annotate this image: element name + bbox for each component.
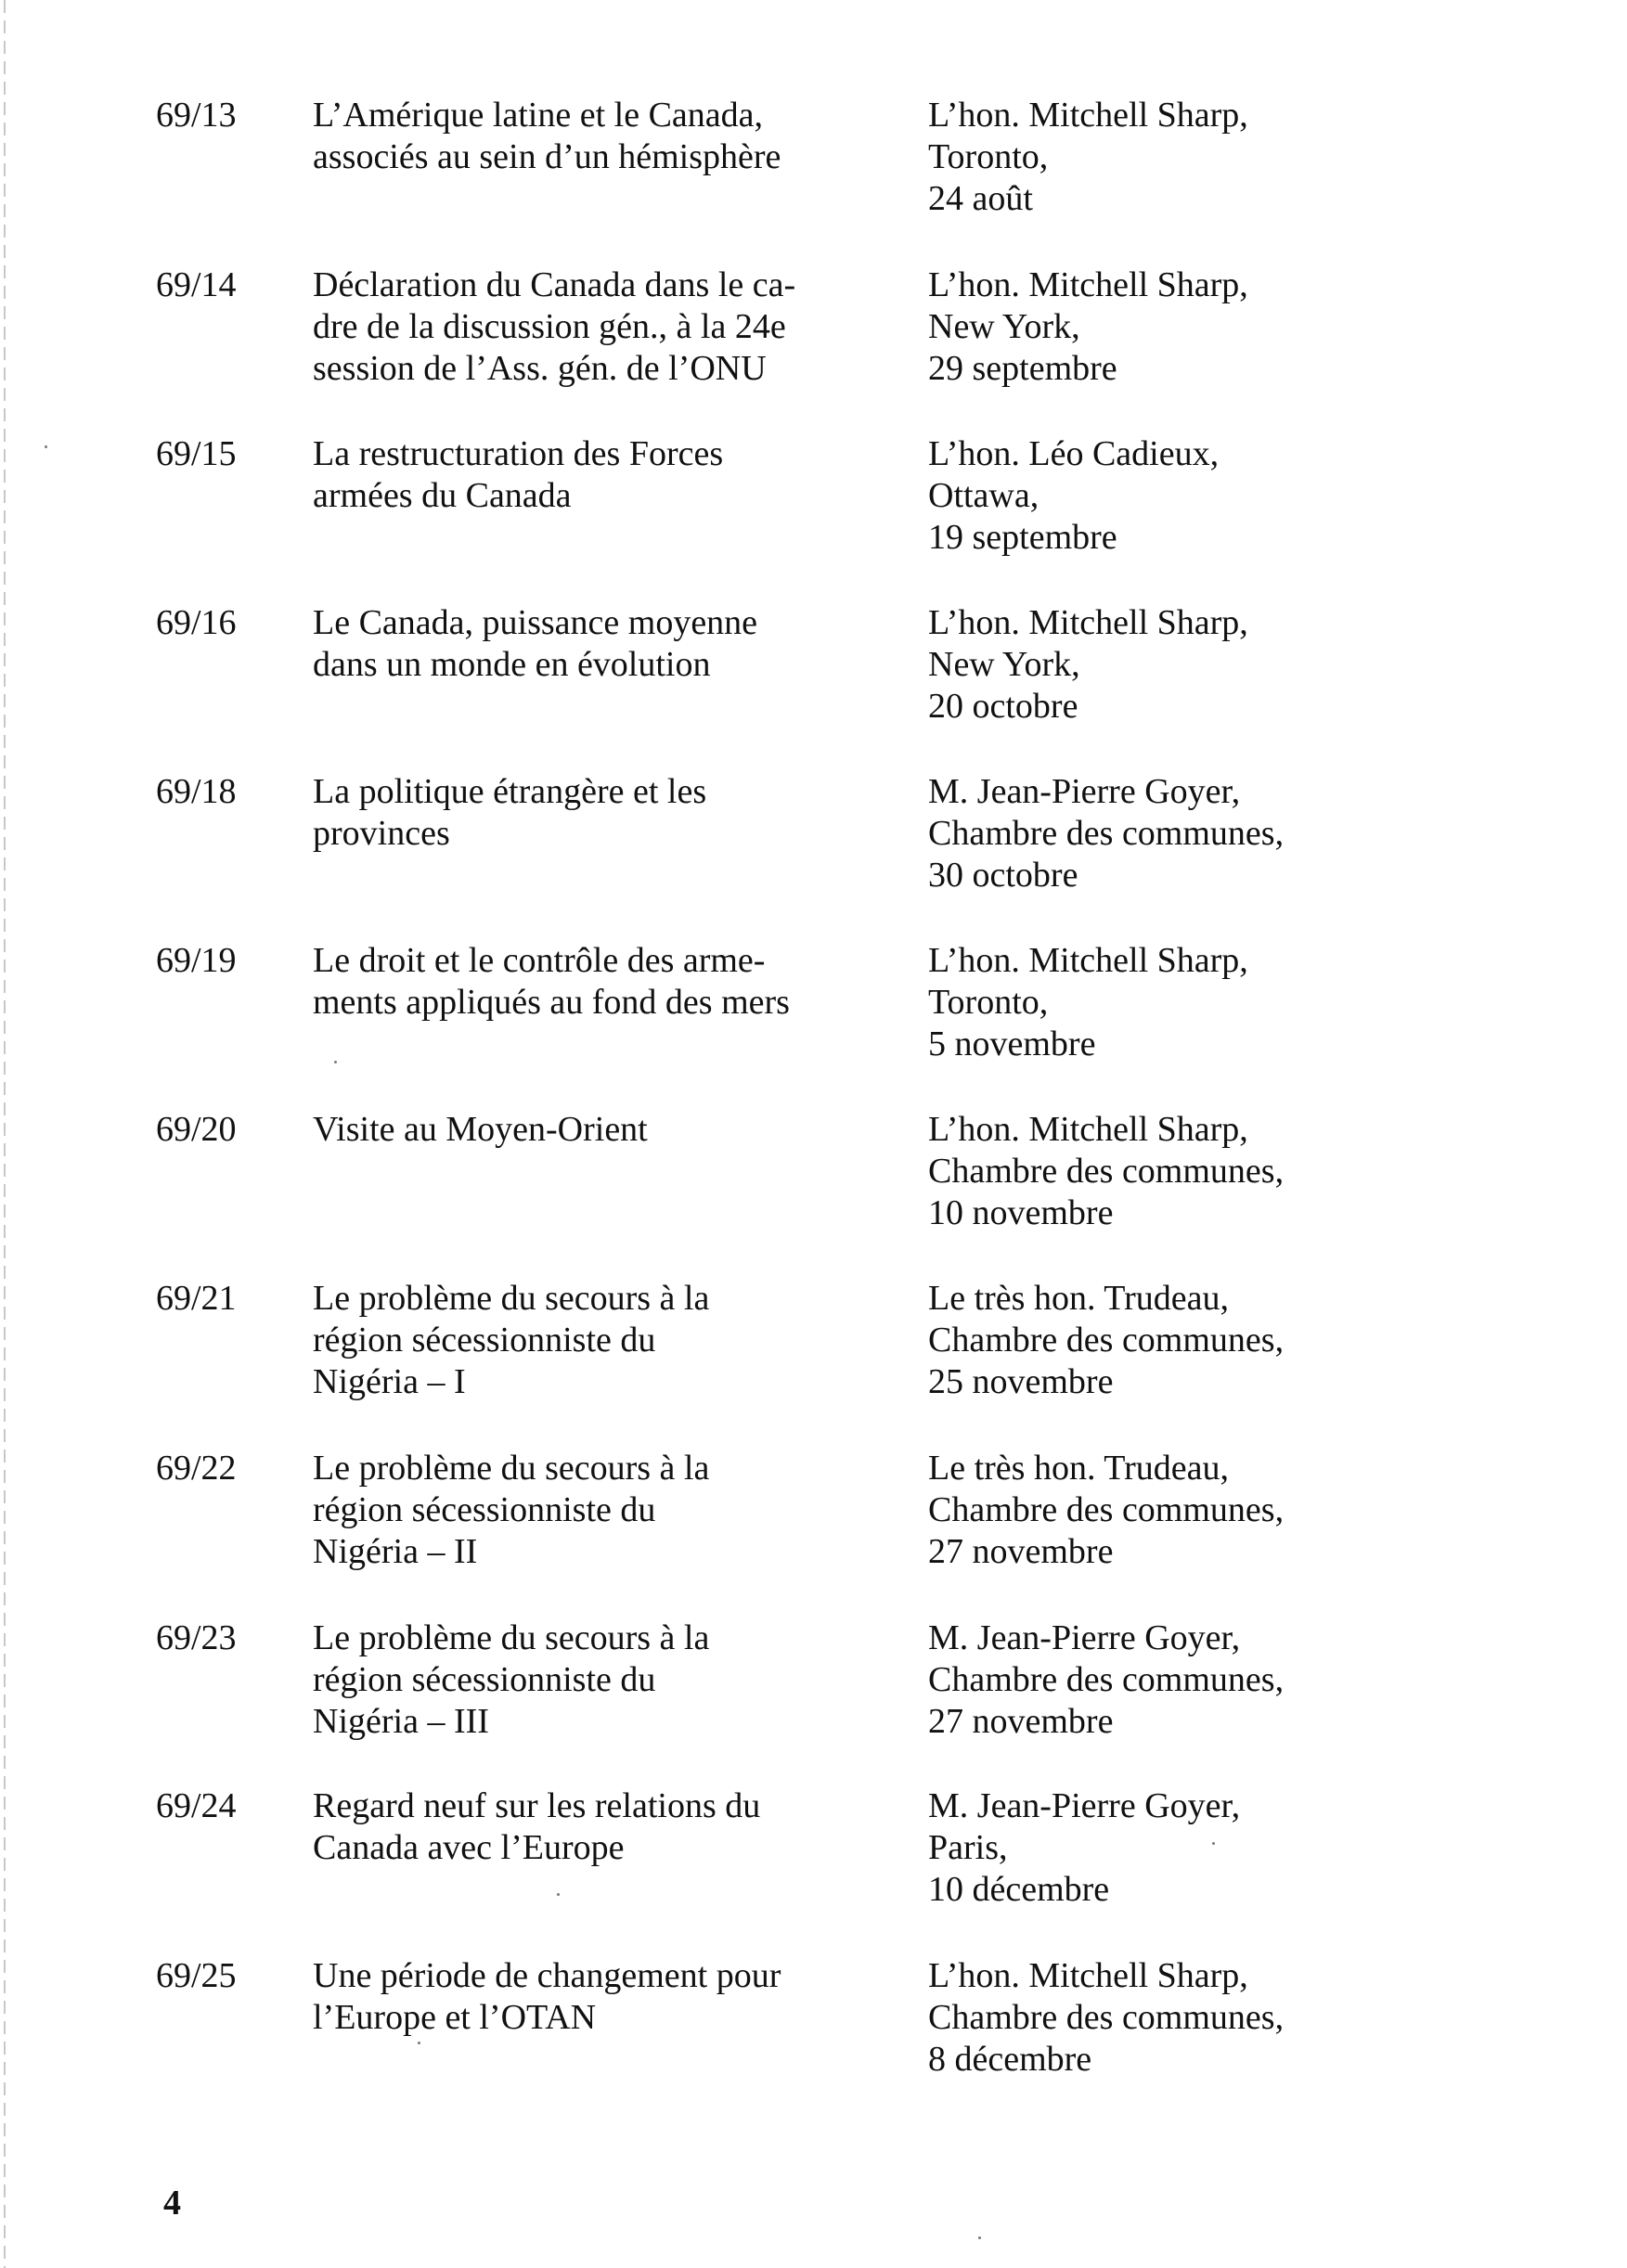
- entry-number: 69/18: [156, 772, 237, 811]
- entry-number: 69/19: [156, 941, 237, 980]
- scan-edge-rule: [4, 0, 6, 2268]
- scan-speck: [334, 1061, 337, 1063]
- scan-speck: [45, 445, 47, 448]
- entry-title: Le Canada, puissance moyenne dans un monde en évolution: [313, 603, 758, 684]
- entry-number: 69/15: [156, 434, 237, 473]
- entry-title: Le problème du secours à la région sécessionniste du Nigéria – I: [313, 1279, 710, 1401]
- entry-title: Visite au Moyen-Orient: [313, 1110, 648, 1149]
- entry-number: 69/20: [156, 1110, 237, 1149]
- entry-speaker: M. Jean-Pierre Goyer, Paris, 10 décembre: [928, 1786, 1241, 1909]
- entry-speaker: L’hon. Mitchell Sharp, New York, 29 septembre: [928, 265, 1248, 388]
- entry-speaker: L’hon. Mitchell Sharp, Toronto, 24 août: [928, 96, 1248, 218]
- scan-speck: [418, 2042, 420, 2044]
- entry-number: 69/24: [156, 1786, 237, 1825]
- entry-title: Déclaration du Canada dans le ca- dre de la discussion gén., à la 24e session de l’Ass. gén. de l’ONU: [313, 265, 796, 388]
- entry-number: 69/22: [156, 1449, 237, 1488]
- entry-speaker: L’hon. Mitchell Sharp, Chambre des communes, 8 décembre: [928, 1956, 1285, 2079]
- entry-number: 69/13: [156, 96, 237, 135]
- entry-title: Le droit et le contrôle des arme- ments appliqués au fond des mers: [313, 941, 790, 1022]
- entry-number: 69/21: [156, 1279, 237, 1318]
- entry-number: 69/16: [156, 603, 237, 642]
- entry-speaker: Le très hon. Trudeau, Chambre des communes, 25 novembre: [928, 1279, 1285, 1401]
- scan-speck: [978, 2236, 981, 2239]
- entry-number: 69/14: [156, 265, 237, 304]
- scan-speck: [1212, 1842, 1215, 1845]
- entry-speaker: M. Jean-Pierre Goyer, Chambre des communes, 30 octobre: [928, 772, 1285, 895]
- entry-speaker: L’hon. Léo Cadieux, Ottawa, 19 septembre: [928, 434, 1220, 557]
- entry-number: 69/25: [156, 1956, 237, 1995]
- entry-title: La restructuration des Forces armées du Canada: [313, 434, 724, 515]
- entry-speaker: Le très hon. Trudeau, Chambre des communes, 27 novembre: [928, 1449, 1285, 1571]
- entry-speaker: L’hon. Mitchell Sharp, Toronto, 5 novembre: [928, 941, 1248, 1063]
- entry-speaker: L’hon. Mitchell Sharp, New York, 20 octobre: [928, 603, 1248, 726]
- entry-speaker: M. Jean-Pierre Goyer, Chambre des communes, 27 novembre: [928, 1618, 1285, 1741]
- scan-speck: [557, 1893, 560, 1896]
- entry-number: 69/23: [156, 1618, 237, 1657]
- entry-title: Le problème du secours à la région sécessionniste du Nigéria – II: [313, 1449, 710, 1571]
- entry-title: Une période de changement pour l’Europe et l’OTAN: [313, 1956, 781, 2037]
- entry-speaker: L’hon. Mitchell Sharp, Chambre des communes, 10 novembre: [928, 1110, 1285, 1232]
- entry-title: Regard neuf sur les relations du Canada avec l’Europe: [313, 1786, 761, 1867]
- entry-title: L’Amérique latine et le Canada, associés au sein d’un hémisphère: [313, 96, 781, 176]
- entry-title: Le problème du secours à la région sécessionniste du Nigéria – III: [313, 1618, 710, 1741]
- page-number: 4: [163, 2184, 181, 2223]
- entry-title: La politique étrangère et les provinces: [313, 772, 707, 853]
